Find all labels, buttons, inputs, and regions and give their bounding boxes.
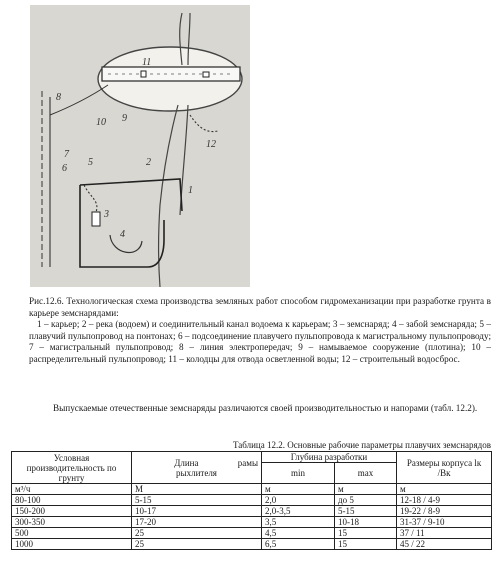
river-channel — [159, 105, 189, 287]
cell-min: 2,0-3,5 — [262, 506, 335, 517]
label-9: 9 — [122, 113, 127, 124]
unit-min: м — [262, 484, 335, 495]
unit-max: м — [335, 484, 397, 495]
cell-max: 5-15 — [335, 506, 397, 517]
unit-capacity: м³/ч — [12, 484, 132, 495]
table-row — [12, 495, 492, 506]
water-well-left — [141, 71, 146, 77]
cell-capacity: 1000 — [12, 539, 132, 550]
label-2: 2 — [146, 157, 151, 168]
table-row — [12, 528, 492, 539]
label-10: 10 — [96, 117, 106, 128]
label-12: 12 — [206, 139, 216, 150]
unit-size: м — [397, 484, 492, 495]
scheme-drawing — [30, 5, 250, 287]
units-row — [12, 484, 492, 495]
caption-legend: 1 – карьер; 2 – река (водоем) и соединительный канал водоема к карьерам; 3 – земснаряд; 4 – забой земснаряда; 5 – плавучий пульпопровод на понтонах; 6 – подсоединение плавучего пульпопровода к магистральному пульпопроводу; 7 – магистральный пульпопровод; 8 – линия электропередач; 9 – намываемое сооружение (плотина); 10 – распределительный пульпопровод; 11 – колодцы для отвода осветленной воды; 12 – строительный водосброс. — [29, 319, 491, 364]
table-row — [12, 517, 492, 528]
table-row — [12, 539, 492, 550]
spillway — [190, 115, 218, 132]
header-max: max — [335, 463, 397, 484]
cell-max: 15 — [335, 539, 397, 550]
intro-paragraph: Выпускаемые отечественные земснаряды различаются своей производительностью и напорами (табл. 12.2). — [53, 403, 478, 413]
dredger-face — [110, 235, 142, 252]
cell-min: 3,5 — [262, 517, 335, 528]
cell-size: 37 / 11 — [397, 528, 492, 539]
cell-capacity: 300-350 — [12, 517, 132, 528]
cell-min: 4,5 — [262, 528, 335, 539]
header-length-b: рамы — [237, 457, 258, 468]
header-length — [132, 452, 262, 484]
dredger-parameters-table — [11, 451, 492, 550]
label-1: 1 — [188, 185, 193, 196]
cell-length: 25 — [132, 539, 262, 550]
label-4: 4 — [120, 229, 125, 240]
water-well-right — [203, 72, 209, 77]
header-depth: Глубина разработки — [262, 452, 397, 463]
label-8: 8 — [56, 92, 61, 103]
unit-length: М — [132, 484, 262, 495]
table-caption: Таблица 12.2. Основные рабочие параметры плавучих земснарядов — [232, 440, 491, 450]
cell-min: 2,0 — [262, 495, 335, 506]
cell-max: 10-18 — [335, 517, 397, 528]
cell-size: 45 / 22 — [397, 539, 492, 550]
cell-max: до 5 — [335, 495, 397, 506]
table-row — [12, 506, 492, 517]
cell-max: 15 — [335, 528, 397, 539]
cell-length: 17-20 — [132, 517, 262, 528]
cell-capacity: 150-200 — [12, 506, 132, 517]
cell-size: 31-37 / 9-10 — [397, 517, 492, 528]
header-length-a: Длина — [174, 457, 199, 468]
label-7: 7 — [64, 149, 69, 160]
cell-length: 5-15 — [132, 495, 262, 506]
figure-caption — [29, 296, 491, 365]
header-size: Размеры корпуса lк /Bк — [397, 452, 492, 484]
header-capacity: Условная производительность по грунту — [12, 452, 132, 484]
quarry-outline — [80, 179, 182, 211]
cell-capacity: 80-100 — [12, 495, 132, 506]
cell-length: 25 — [132, 528, 262, 539]
header-length-c: рыхлителя — [176, 467, 217, 478]
cell-size: 19-22 / 8-9 — [397, 506, 492, 517]
cell-size: 12-18 / 4-9 — [397, 495, 492, 506]
floating-pipeline — [84, 185, 97, 212]
dredger — [92, 212, 100, 226]
header-min: min — [262, 463, 335, 484]
cell-length: 10-17 — [132, 506, 262, 517]
label-11: 11 — [142, 57, 152, 68]
label-6: 6 — [62, 163, 67, 174]
cell-min: 6,5 — [262, 539, 335, 550]
caption-title: Рис.12.6. Технологическая схема производства земляных работ способом гидромеханизации при разработке грунта в карьере земснарядами: — [29, 296, 491, 318]
label-5: 5 — [88, 157, 93, 168]
cell-capacity: 500 — [12, 528, 132, 539]
scheme-figure — [30, 5, 250, 287]
label-3: 3 — [104, 209, 109, 220]
